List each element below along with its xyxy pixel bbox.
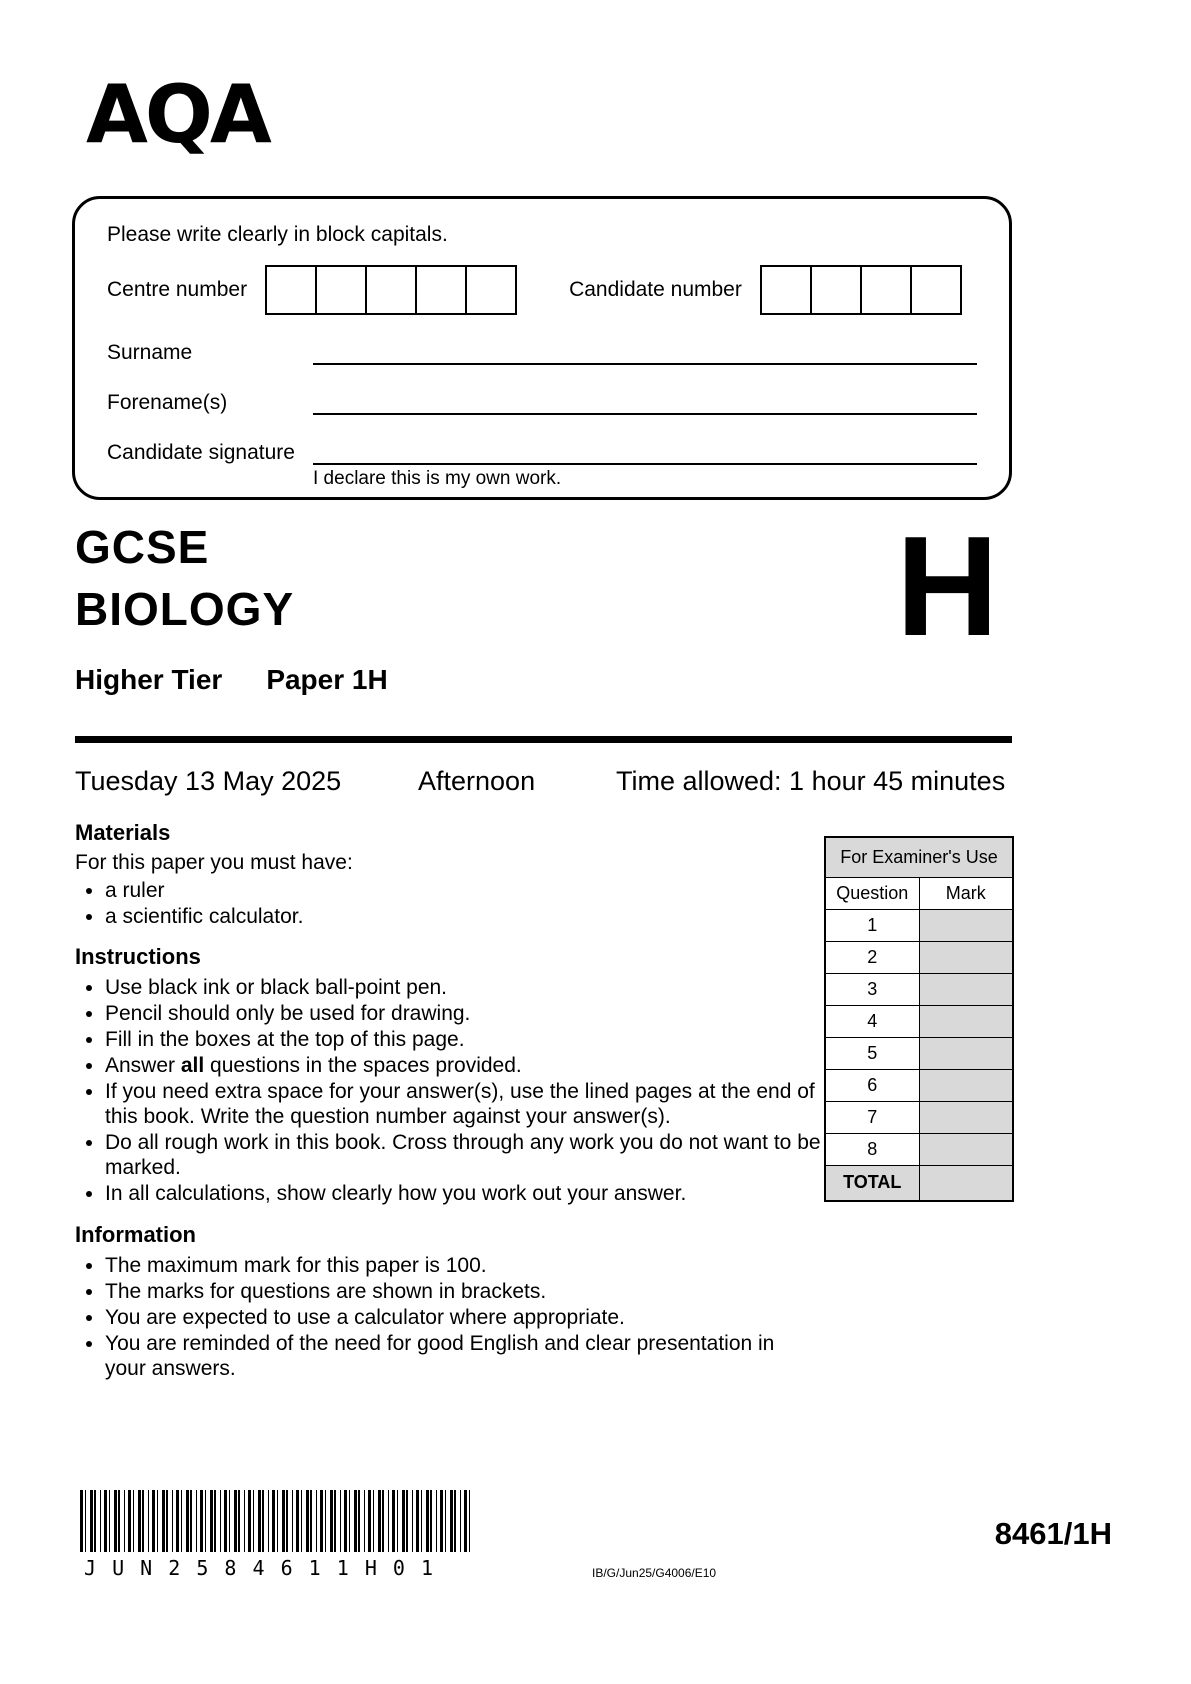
materials-intro: For this paper you must have: <box>75 851 353 874</box>
instruction-item: • Fill in the boxes at the top of this page. <box>105 1027 823 1052</box>
paper-label: Paper 1H <box>266 664 388 695</box>
question-column-header: Question <box>825 877 919 909</box>
surname-label: Surname <box>107 341 193 364</box>
question-number-cell: 4 <box>825 1005 919 1037</box>
exam-date: Tuesday 13 May 2025 <box>75 766 342 796</box>
time-allowed: Time allowed: 1 hour 45 minutes <box>616 766 1006 796</box>
candidate-number-digit-box[interactable] <box>760 265 812 315</box>
barcode <box>80 1490 472 1552</box>
centre-number-digit-box[interactable] <box>415 265 467 315</box>
examiner-table-title: For Examiner's Use <box>825 837 1013 877</box>
subject-title: BIOLOGY <box>75 583 295 635</box>
information-item: • You are reminded of the need for good English and clear presentation in your answers. <box>105 1331 775 1381</box>
instructions-list <box>75 975 823 1206</box>
mark-cell <box>919 941 1013 973</box>
information-item: • You are expected to use a calculator where appropriate. <box>105 1305 775 1330</box>
question-number-cell: 3 <box>825 973 919 1005</box>
question-number-cell: 1 <box>825 909 919 941</box>
information-heading: Information <box>75 1222 196 1247</box>
centre-number-digit-box[interactable] <box>315 265 367 315</box>
question-number-cell: 5 <box>825 1037 919 1069</box>
instructions-heading: Instructions <box>75 944 201 969</box>
centre-number-label: Centre number <box>107 278 248 301</box>
aqa-logo: AQA <box>86 68 269 161</box>
candidate-number-digit-box[interactable] <box>910 265 962 315</box>
session-line <box>75 766 1012 800</box>
question-number-cell: 2 <box>825 941 919 973</box>
mark-cell <box>919 1005 1013 1037</box>
total-label-cell: TOTAL <box>825 1165 919 1201</box>
instruction-item: • Use black ink or black ball-point pen. <box>105 975 823 1000</box>
instruction-item: • Do all rough work in this book. Cross through any work you do not want to be marked. <box>105 1130 823 1180</box>
divider-rule <box>75 736 1012 743</box>
centre-number-digit-box[interactable] <box>365 265 417 315</box>
mark-column-header: Mark <box>919 877 1013 909</box>
candidate-number-digit-box[interactable] <box>860 265 912 315</box>
mark-cell <box>919 1101 1013 1133</box>
instruction-item: • If you need extra space for your answer(s), use the lined pages at the end of this book. Write the question number against your answer(s). <box>105 1079 823 1129</box>
signature-row <box>107 437 977 465</box>
instruction-item: • In all calculations, show clearly how you work out your answer. <box>105 1181 823 1206</box>
question-number-cell: 6 <box>825 1069 919 1101</box>
mark-cell <box>919 909 1013 941</box>
total-mark-cell <box>919 1165 1013 1201</box>
mark-cell <box>919 1037 1013 1069</box>
surname-row <box>107 337 977 365</box>
forenames-label: Forename(s) <box>107 391 228 414</box>
mark-cell <box>919 1133 1013 1165</box>
materials-item: • a ruler <box>105 878 795 903</box>
qualification-title: GCSE <box>75 521 210 573</box>
information-item: • The maximum mark for this paper is 100. <box>105 1253 775 1278</box>
surname-input-line[interactable] <box>313 339 977 365</box>
materials-item: • a scientific calculator. <box>105 904 795 929</box>
mark-cell <box>919 1069 1013 1101</box>
centre-number-digit-box[interactable] <box>265 265 317 315</box>
signature-input-line[interactable] <box>313 439 977 465</box>
examiner-use-table <box>824 836 1014 1202</box>
tier-paper-line <box>75 664 388 696</box>
forenames-row <box>107 387 977 415</box>
centre-number-digit-box[interactable] <box>465 265 517 315</box>
materials-heading: Materials <box>75 820 171 845</box>
instruction-item: • Answer all questions in the spaces provided. <box>105 1053 823 1078</box>
block-capitals-instruction: Please write clearly in block capitals. <box>107 223 448 246</box>
question-number-cell: 7 <box>825 1101 919 1133</box>
higher-tier-letter: H <box>896 507 999 666</box>
instruction-item: • Pencil should only be used for drawing. <box>105 1001 823 1026</box>
signature-label: Candidate signature <box>107 441 295 464</box>
information-section <box>75 1222 815 1382</box>
instructions-section <box>75 944 835 1207</box>
information-item: • The marks for questions are shown in brackets. <box>105 1279 775 1304</box>
materials-list <box>75 878 795 929</box>
candidate-number-label: Candidate number <box>569 278 742 301</box>
mark-cell <box>919 973 1013 1005</box>
paper-code: 8461/1H <box>994 1516 1112 1551</box>
number-boxes-row <box>107 265 977 315</box>
candidate-details-box <box>72 196 1012 500</box>
candidate-number-boxes <box>760 265 962 315</box>
question-number-cell: 8 <box>825 1133 919 1165</box>
exam-time-of-day: Afternoon <box>418 766 536 796</box>
centre-number-boxes <box>265 265 517 315</box>
candidate-number-digit-box[interactable] <box>810 265 862 315</box>
materials-section <box>75 820 795 930</box>
information-list <box>75 1253 775 1381</box>
declaration-text: I declare this is my own work. <box>313 468 562 489</box>
forenames-input-line[interactable] <box>313 389 977 415</box>
barcode-text: J U N 2 5 8 4 6 1 1 H 0 1 <box>84 1556 436 1580</box>
reference-code: IB/G/Jun25/G4006/E10 <box>592 1566 717 1580</box>
tier-label: Higher Tier <box>75 664 223 695</box>
